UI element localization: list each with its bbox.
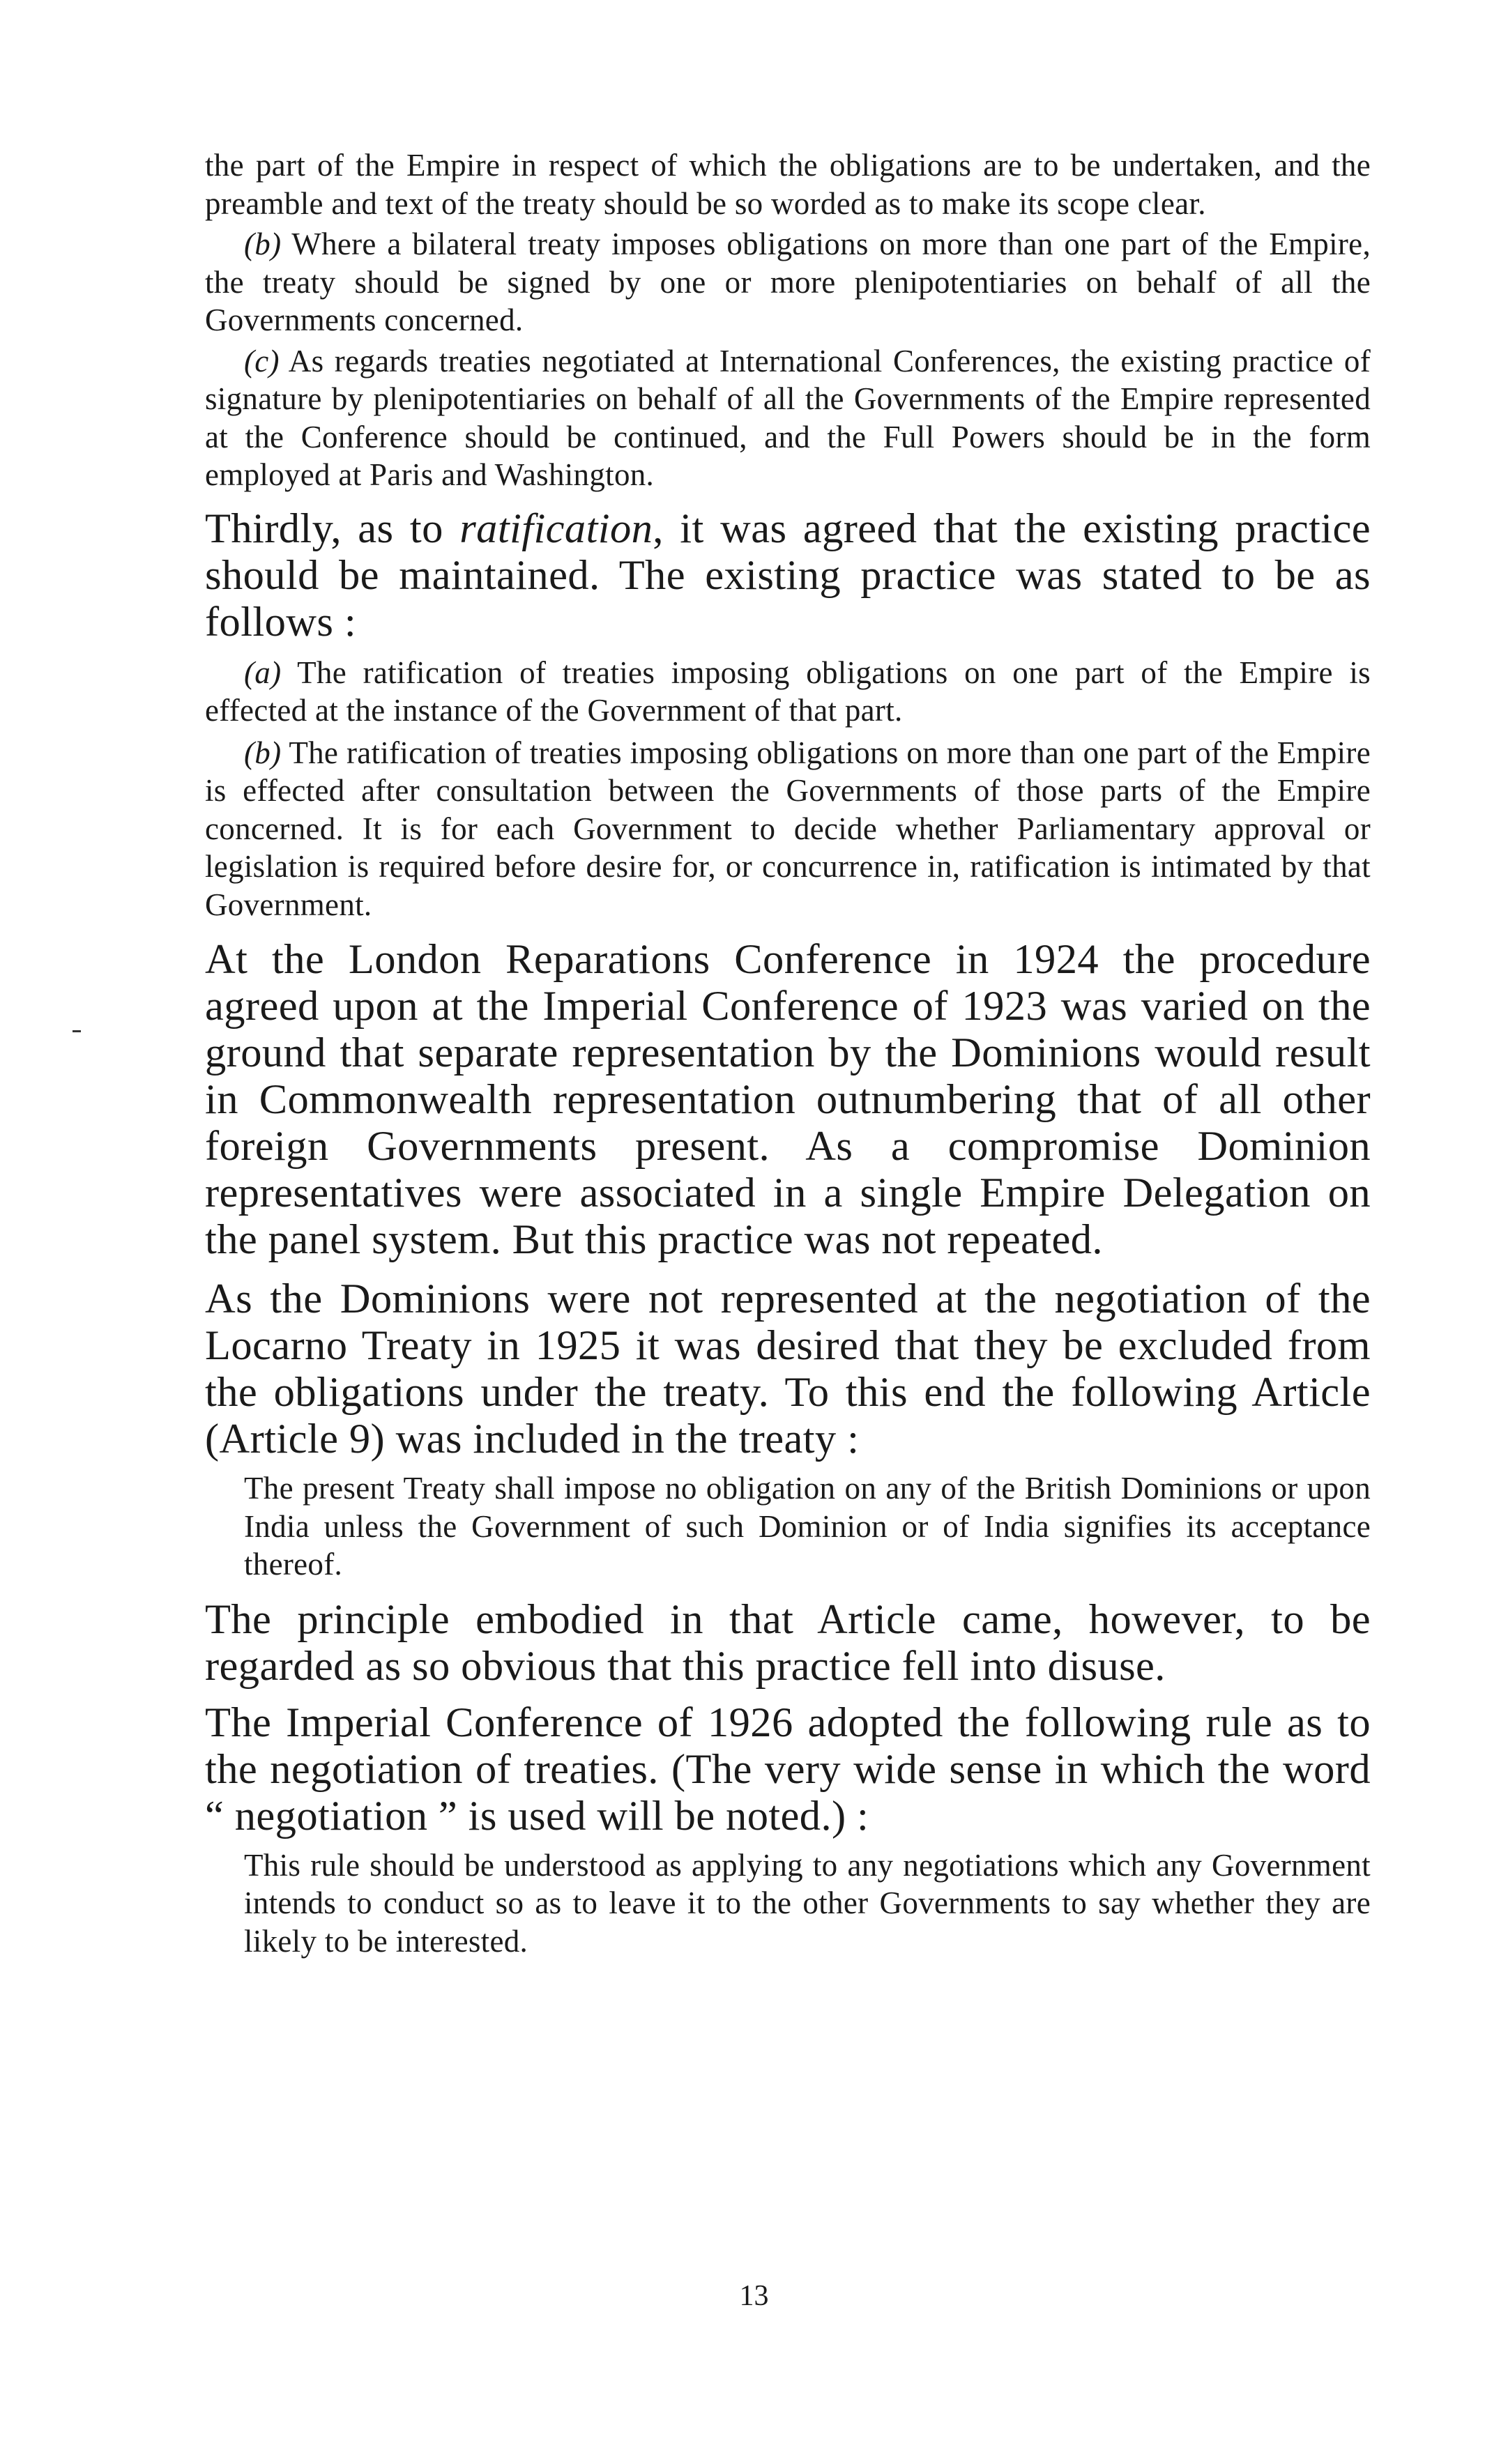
ratification-a-text: The ratification of treaties imposing obligations on one part of the Empire is effected at the instance of the Government of that part. xyxy=(205,655,1371,728)
ratification-b-paragraph xyxy=(205,734,1371,924)
page-body xyxy=(205,146,1371,1960)
ratification-a-paragraph xyxy=(205,654,1371,730)
imperial-1926-paragraph xyxy=(205,1699,1371,1839)
principle-paragraph xyxy=(205,1596,1371,1690)
principle-text: The principle embodied in that Article came, however, to be regarded as so obvious that this practice fell into disuse. xyxy=(205,1596,1371,1690)
margin-mark xyxy=(73,1030,81,1032)
continuation-text: the part of the Empire in respect of which the obligations are to be undertaken, and the preamble and text of the treaty should be so worded as to make its scope clear. xyxy=(205,148,1371,221)
ratification-b-text: The ratification of treaties imposing obligations on more than one part of the Empire is effected after consultation between the Governments of those parts of the Empire concerned. It is for each Government to decide whether Parliamentary approval or legislation is required before desire for, or concurrence in, ratification is intimated by that Government. xyxy=(205,735,1371,922)
locarno-paragraph xyxy=(205,1276,1371,1462)
ratification-b-marker: (b) xyxy=(244,735,282,770)
continuation-paragraph xyxy=(205,146,1371,222)
page-number: 13 xyxy=(739,2280,769,2312)
clause-c-paragraph xyxy=(205,342,1371,494)
article-9-quote xyxy=(205,1469,1371,1584)
thirdly-rest: , it was agreed that the existing practice should be maintained. The existing practice was stated to be as follows : xyxy=(205,505,1371,645)
london-text: At the London Reparations Conference in 1924 the procedure agreed upon at the Imperial Conference of 1923 was varied on the ground that separate representation by the Dominions would result in Commonwealth representation outnumbering that of all other foreign Governments present. As a compromise Dominion representatives were associated in a single Empire Delegation on the panel system. But this practice was not repeated. xyxy=(205,936,1371,1263)
clause-b-marker: (b) xyxy=(244,227,282,261)
clause-b-text: Where a bilateral treaty imposes obligations on more than one part of the Empire, the treaty should be signed by one or more plenipotentiaries on behalf of all the Governments concerned. xyxy=(205,227,1371,337)
thirdly-emphasis: ratification xyxy=(459,505,653,552)
london-conference-paragraph xyxy=(205,936,1371,1263)
article-9-text: The present Treaty shall impose no obligation on any of the British Dominions or upon India unless the Government of such Dominion or of India signifies its acceptance thereof. xyxy=(244,1471,1371,1582)
ratification-a-marker: (a) xyxy=(244,655,282,690)
clause-b-paragraph xyxy=(205,225,1371,339)
thirdly-paragraph xyxy=(205,505,1371,645)
rule-quote-text: This rule should be understood as applying to any negotiations which any Government intends to conduct so as to leave it to the other Governments to say whether they are likely to be interested. xyxy=(244,1847,1371,1959)
locarno-text: As the Dominions were not represented at the negotiation of the Locarno Treaty in 1925 it was desired that they be excluded from the obligations under the treaty. To this end the following Article (Article 9) was included in the treaty : xyxy=(205,1276,1371,1462)
rule-quote xyxy=(205,1846,1371,1961)
thirdly-lead: Thirdly, as to xyxy=(205,505,460,552)
clause-c-text: As regards treaties negotiated at International Conferences, the existing practice of signature by plenipotentiaries on behalf of all the Governments of the Empire represented at the Conference should be continued, and the Full Powers should be in the form employed at Paris and Washington. xyxy=(205,343,1371,492)
clause-c-marker: (c) xyxy=(244,343,280,378)
imperial-1926-text: The Imperial Conference of 1926 adopted the following rule as to the negotiation of treaties. (The very wide sense in which the word “ negotiation ” is used will be noted.) : xyxy=(205,1699,1371,1839)
